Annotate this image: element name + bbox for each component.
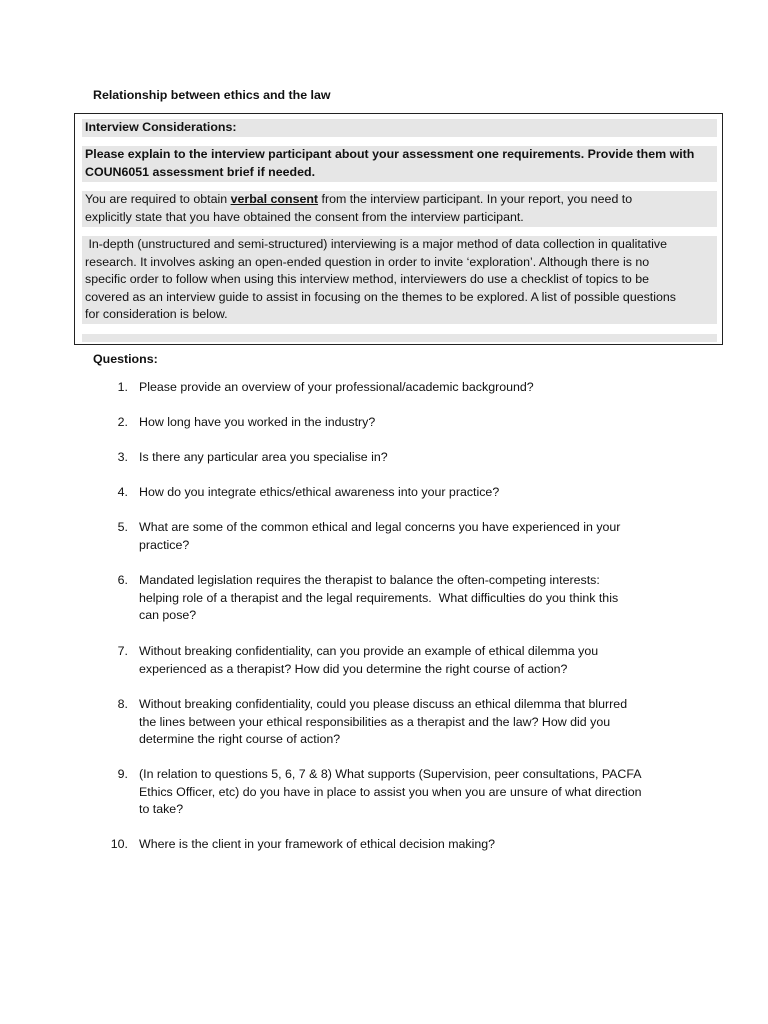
question-text (139, 414, 669, 432)
question-number: 10. (110, 837, 128, 851)
question-number: 3. (117, 450, 128, 464)
page-title: Relationship between ethics and the law (93, 88, 331, 102)
question-number: 4. (117, 485, 128, 499)
question-line: helping role of a therapist and the legal requirements. What difficulties do you think this (139, 590, 619, 605)
question-line: How long have you worked in the industry? (139, 415, 376, 429)
question-line: Without breaking confidentiality, could you please discuss an ethical dilemma that blurred (139, 697, 628, 711)
question-number: 9. (117, 767, 128, 781)
considerations-title: Interview Considerations: (82, 119, 717, 137)
question-text (139, 379, 669, 397)
question-line: What are some of the common ethical and legal concerns you have experienced in your (139, 520, 621, 534)
question-number: 6. (117, 573, 128, 587)
indepth-line: In-depth (unstructured and semi-structured) interviewing is a major method of data collection in qualitative (85, 237, 667, 251)
question-number: 2. (117, 415, 128, 429)
questions-heading: Questions: (93, 352, 158, 366)
indepth-line: covered as an interview guide to assist in focusing on the themes to be explored. A list of possible questions (85, 289, 676, 304)
question-text (139, 519, 669, 554)
indepth-line: specific order to follow when using this interview method, interviewers do use a checklist of topics to be (85, 272, 650, 287)
question-text (139, 643, 669, 678)
instruction-line-1: Please explain to the interview participant about your assessment one requirements. Provide them with (85, 147, 695, 161)
question-number: 7. (117, 644, 128, 658)
question-number: 1. (117, 380, 128, 394)
instruction-line-2: COUN6051 assessment brief if needed. (85, 164, 316, 179)
verbal-consent-emphasis: verbal consent (230, 192, 319, 206)
indepth-line: research. It involves asking an open-ended question in order to invite ‘exploration’. Although there is no (85, 254, 650, 269)
consent-line-2: explicitly state that you have obtained the consent from the interview participant. (85, 209, 524, 224)
indepth-line: for consideration is below. (85, 307, 228, 322)
question-line: Where is the client in your framework of ethical decision making? (139, 837, 496, 851)
question-line: (In relation to questions 5, 6, 7 & 8) What supports (Supervision, peer consultations, PACFA (139, 767, 642, 781)
question-line: Without breaking confidentiality, can you provide an example of ethical dilemma you (139, 644, 599, 658)
question-text (139, 484, 669, 502)
question-line: the lines between your ethical responsibilities as a therapist and the law? How did you (139, 714, 611, 729)
consent-prefix: You are required to obtain (85, 192, 231, 206)
question-text (139, 836, 669, 854)
question-line: to take? (139, 802, 184, 817)
question-line: How do you integrate ethics/ethical awareness into your practice? (139, 485, 500, 499)
question-line: can pose? (139, 608, 197, 623)
question-line: practice? (139, 537, 190, 552)
question-text (139, 572, 669, 625)
consent-suffix: from the interview participant. In your report, you need to (318, 192, 633, 206)
question-number: 8. (117, 697, 128, 711)
question-text (139, 449, 669, 467)
question-line: Ethics Officer, etc) do you have in place to assist you when you are unsure of what direction (139, 784, 642, 799)
question-text (139, 766, 669, 819)
question-line: Please provide an overview of your professional/academic background? (139, 380, 534, 394)
question-line: Is there any particular area you specialise in? (139, 450, 388, 464)
question-line: Mandated legislation requires the therapist to balance the often-competing interests: (139, 573, 600, 587)
question-line: experienced as a therapist? How did you determine the right course of action? (139, 661, 568, 676)
question-text (139, 696, 669, 749)
question-number: 5. (117, 520, 128, 534)
question-line: determine the right course of action? (139, 732, 341, 747)
